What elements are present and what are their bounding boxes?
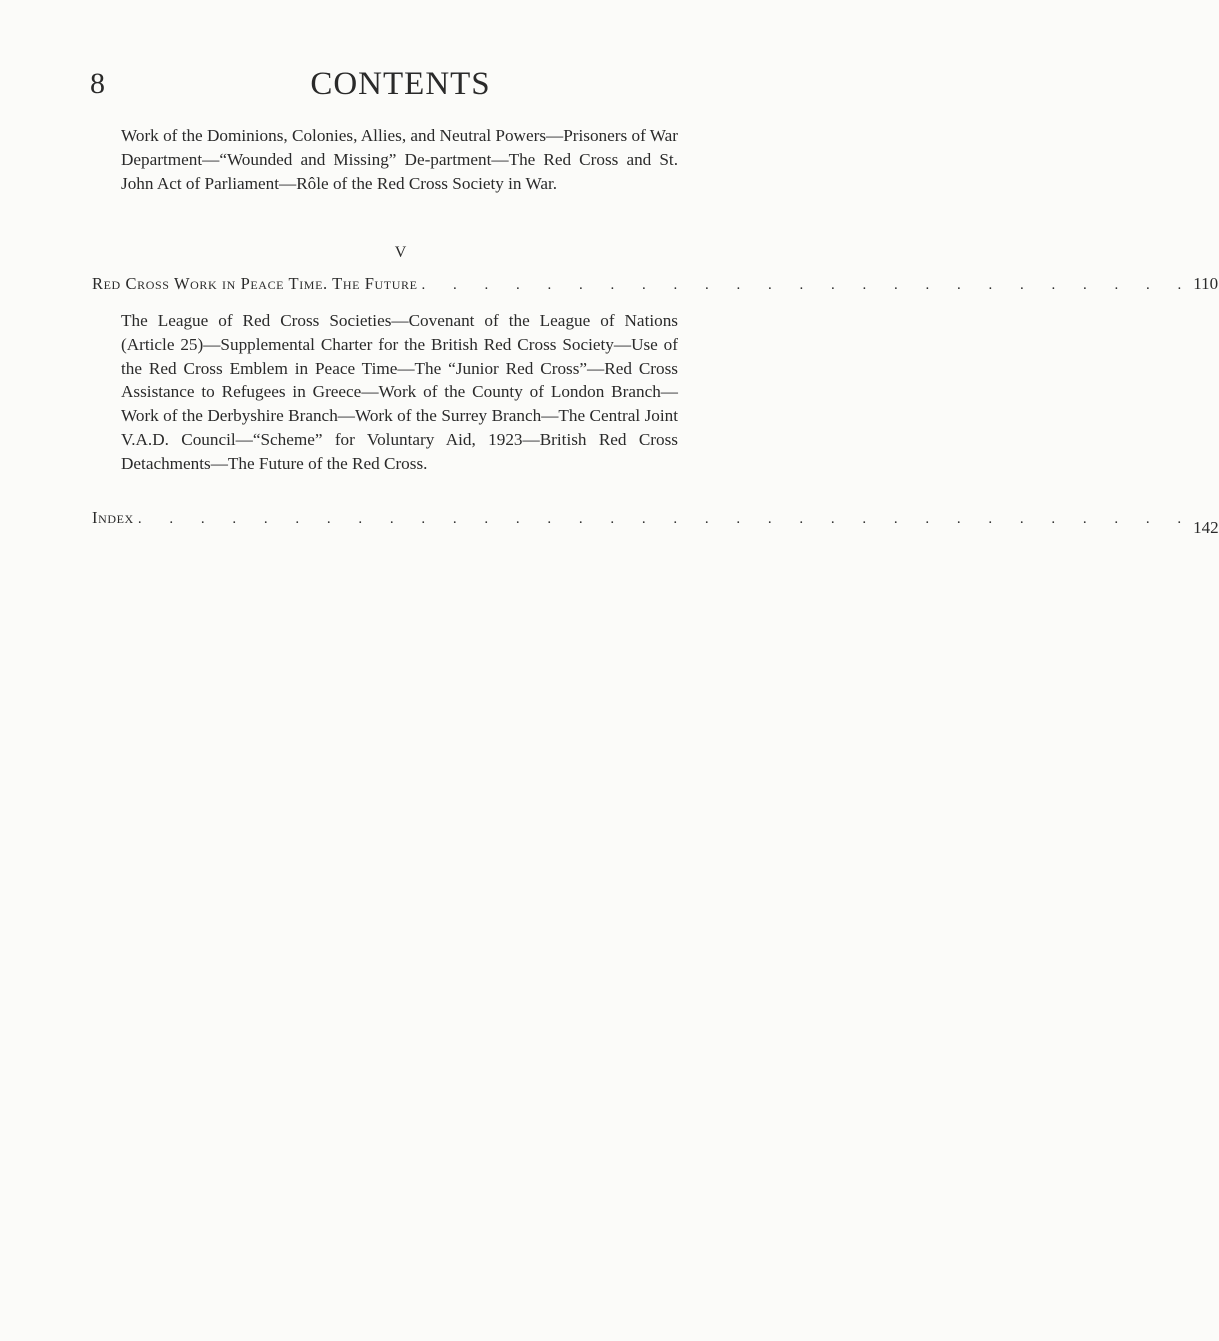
toc-entry-page: 110 — [1193, 274, 1219, 293]
page-number: 8 — [90, 67, 105, 100]
toc-entry-chapter-v[interactable] — [92, 272, 1219, 297]
toc-entry-title: Index — [92, 508, 134, 527]
chapter-iv-summary: Work of the Dominions, Colonies, Allies, and Neutral Powers—Prisoners of War Department—“Wounded and Missing” De-partment—The Red Cross and St. John Act of Parliament—Rôle of the Red Cross Society in War. — [121, 126, 678, 193]
chapter-v-summary: The League of Red Cross Societies—Covenant of the League of Nations (Article 25)—Supplemental Charter for the British Red Cross Society—Use of the Red Cross Emblem in Peace Time—The “Junior Red Cross”—Red Cross Assistance to Refugees in Greece—Work of the County of London Branch—Work of the Derbyshire Branch—Work of the Surrey Branch—The Central Joint V.A.D. Council—“Scheme” for Voluntary Aid, 1923—British Red Cross Detachments—The Future of the Red Cross. — [121, 311, 678, 473]
chapter-v-numeral: V — [394, 244, 407, 261]
dot-leader: . . . . . . . . . . . . . . . . . . . . . . . . . — [421, 277, 1194, 293]
dot-leader: . . . . . . . . . . . . . . . . . . . . . . . . . . . . . . . . . . — [137, 511, 1194, 527]
toc-entry-title: Red Cross Work in Peace Time. The Future — [92, 274, 418, 293]
running-head: CONTENTS — [310, 66, 491, 102]
toc-entry-index[interactable] — [92, 506, 1219, 537]
toc-entry-page: 142 — [1193, 518, 1219, 537]
